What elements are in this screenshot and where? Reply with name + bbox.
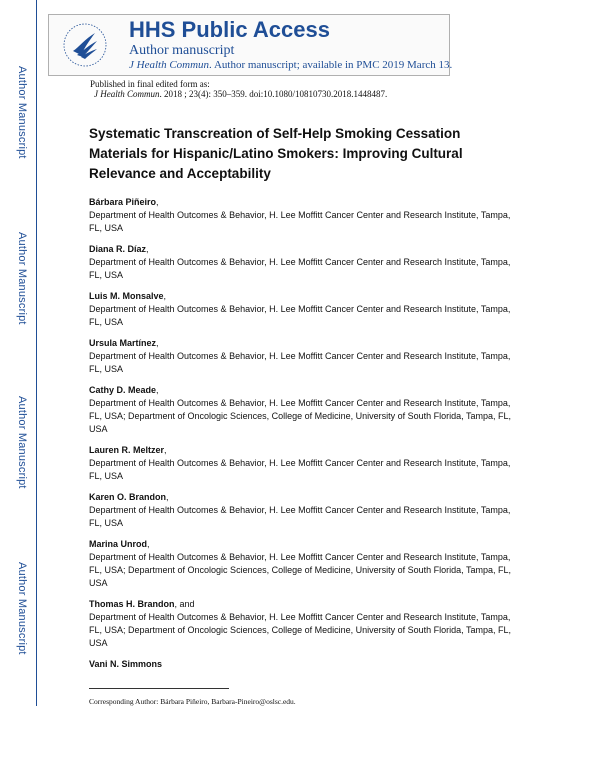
author-suffix: , and [174, 599, 195, 609]
corresponding-author-note: Corresponding Author: Bárbara Piñeiro, Barbara-Pineiro@oslsc.edu. [89, 697, 296, 706]
author-suffix: , [147, 539, 150, 549]
published-label: Published in final edited form as: [90, 79, 210, 89]
author-name: Ursula Martínez [89, 338, 157, 348]
sidebar-label: Author Manuscript [16, 66, 28, 159]
sidebar-label: Author Manuscript [16, 232, 28, 325]
hhs-eagle-logo-icon [59, 21, 111, 69]
author-affiliation: Department of Health Outcomes & Behavior, H. Lee Moffitt Cancer Center and Research Institute, Tampa, FL, USA [89, 505, 511, 528]
author-affiliation: Department of Health Outcomes & Behavior, H. Lee Moffitt Cancer Center and Research Institute, Tampa, FL, USA; Department of Oncologic Sciences, College of Medicine, University of South Florida, Tampa, FL, USA [89, 552, 512, 588]
author-affiliation: Department of Health Outcomes & Behavior, H. Lee Moffitt Cancer Center and Research Institute, Tampa, FL, USA [89, 351, 511, 374]
author-suffix: , [156, 385, 159, 395]
author-entry [89, 243, 519, 282]
author-name: Lauren R. Meltzer [89, 445, 165, 455]
author-affiliation: Department of Health Outcomes & Behavior, H. Lee Moffitt Cancer Center and Research Institute, Tampa, FL, USA [89, 210, 511, 233]
journal-availability-line [129, 59, 452, 71]
author-name: Vani N. Simmons [89, 659, 163, 669]
author-manuscript-subtitle: Author manuscript [129, 43, 235, 58]
author-suffix: , [156, 338, 159, 348]
author-affiliation: Department of Health Outcomes & Behavior, H. Lee Moffitt Cancer Center and Research Institute, Tampa, FL, USA [89, 257, 511, 280]
author-entry [89, 444, 519, 483]
footnote-divider [89, 688, 229, 689]
citation [94, 89, 387, 99]
sidebar-label: Author Manuscript [16, 562, 28, 655]
author-entry [89, 337, 519, 376]
citation-details: . 2018 ; 23(4): 350–359. doi:10.1080/10810730.2018.1448487. [159, 89, 388, 99]
author-affiliation: Department of Health Outcomes & Behavior, H. Lee Moffitt Cancer Center and Research Institute, Tampa, FL, USA; Department of Oncologic Sciences, College of Medicine, University of South Florida, Tampa, FL, USA [89, 398, 512, 434]
availability-text: . Author manuscript; available in PMC 2019 March 13. [209, 59, 453, 71]
journal-name: J Health Commun [129, 59, 210, 71]
author-affiliation: Department of Health Outcomes & Behavior, H. Lee Moffitt Cancer Center and Research Institute, Tampa, FL, USA [89, 458, 511, 481]
author-affiliation: Department of Health Outcomes & Behavior, H. Lee Moffitt Cancer Center and Research Institute, Tampa, FL, USA; Department of Oncologic Sciences, College of Medicine, University of South Florida, Tampa, FL, USA [89, 612, 512, 648]
author-name: Cathy D. Meade [89, 385, 157, 395]
author-name: Bárbara Piñeiro [89, 197, 157, 207]
author-suffix: , [156, 197, 159, 207]
sidebar-label: Author Manuscript [16, 396, 28, 489]
author-name: Luis M. Monsalve [89, 291, 164, 301]
author-entry [89, 598, 519, 650]
author-entry [89, 384, 519, 436]
article-title: Systematic Transcreation of Self-Help Smoking Cessation Materials for Hispanic/Latino Smokers: Improving Cultural Relevance and Acceptability [89, 126, 463, 181]
author-affiliation: Department of Health Outcomes & Behavior, H. Lee Moffitt Cancer Center and Research Institute, Tampa, FL, USA [89, 304, 511, 327]
author-suffix: , [164, 445, 167, 455]
author-name: Diana R. Díaz [89, 244, 147, 254]
citation-journal: J Health Commun [94, 89, 160, 99]
author-suffix: , [146, 244, 149, 254]
author-entry [89, 538, 519, 590]
author-suffix: , [163, 291, 167, 301]
author-entry [89, 196, 519, 235]
author-list [89, 196, 519, 679]
author-entry [89, 491, 519, 530]
author-manuscript-sidebar [0, 0, 37, 706]
author-name: Karen O. Brandon [89, 492, 167, 502]
hhs-header-banner [48, 14, 453, 76]
hhs-public-access-title: HHS Public Access [129, 17, 330, 42]
author-name: Marina Unrod [89, 539, 148, 549]
author-entry [89, 658, 519, 671]
author-suffix: , [166, 492, 169, 502]
author-entry [89, 290, 519, 329]
author-name: Thomas H. Brandon [89, 599, 175, 609]
